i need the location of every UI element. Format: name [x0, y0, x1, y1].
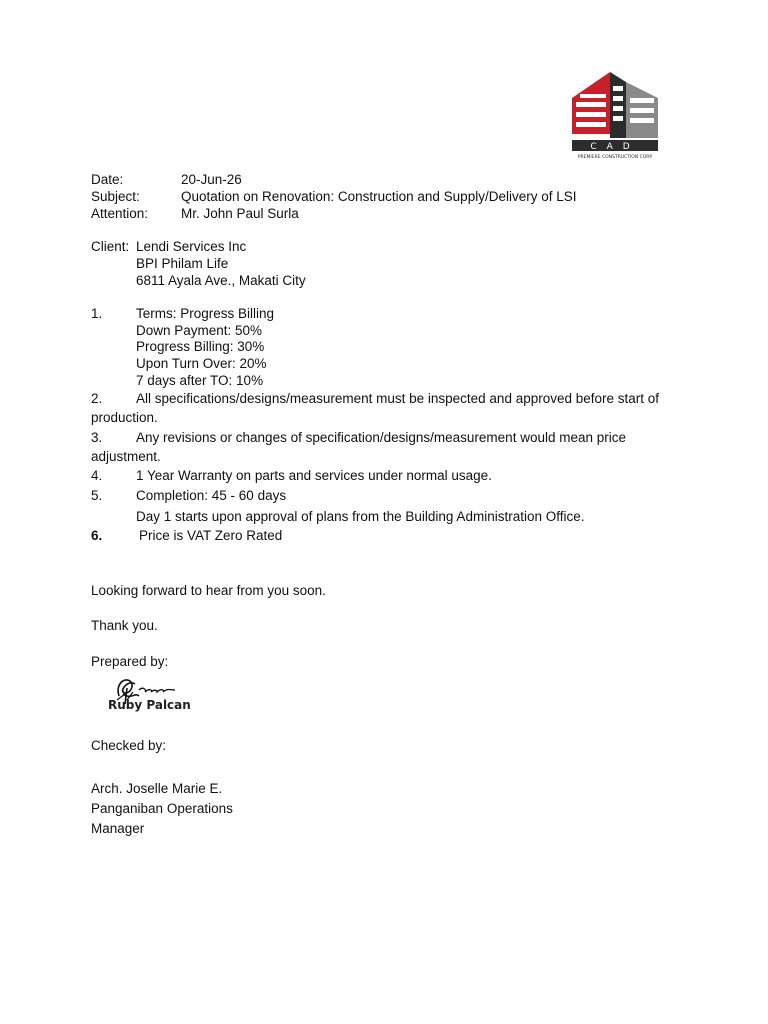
checker-line: Arch. Joselle Marie E. — [91, 781, 223, 796]
client-label: Client: — [91, 239, 130, 254]
term-number: 1. — [91, 306, 103, 321]
attention-label: Attention: — [91, 206, 149, 221]
client-line: 6811 Ayala Ave., Makati City — [136, 273, 306, 288]
term-number: 4. — [91, 468, 103, 483]
billing-item: Progress Billing: 30% — [136, 339, 265, 354]
client-line: BPI Philam Life — [136, 256, 229, 271]
term-text: Terms: Progress Billing — [136, 306, 275, 321]
term-text: Any revisions or changes of specification/designs/measurement would mean price — [136, 430, 627, 445]
term-text: All specifications/designs/measurement must be inspected and approved before start of — [136, 391, 660, 406]
client-line: Lendi Services Inc — [136, 239, 247, 254]
prepared-by-label: Prepared by: — [91, 654, 169, 669]
term-text: 1 Year Warranty on parts and services under normal usage. — [136, 468, 492, 483]
attention-value: Mr. John Paul Surla — [181, 206, 299, 221]
term-text: Completion: 45 - 60 days — [136, 488, 287, 503]
subject-value: Quotation on Renovation: Construction and Supply/Delivery of LSI — [181, 189, 577, 204]
date-label: Date: — [91, 172, 124, 187]
company-logo — [570, 68, 662, 160]
term-text-continued: production. — [91, 410, 158, 425]
logo-letters: CAD — [590, 142, 640, 152]
billing-item: Upon Turn Over: 20% — [136, 356, 267, 371]
thank-you: Thank you. — [91, 618, 158, 633]
billing-item: 7 days after TO: 10% — [136, 373, 264, 388]
term-number: 2. — [91, 391, 103, 406]
term-number: 3. — [91, 430, 103, 445]
term-note: Day 1 starts upon approval of plans from the Building Administration Office. — [136, 509, 585, 524]
preparer-name: Ruby Palcan — [108, 698, 191, 712]
checked-by-label: Checked by: — [91, 738, 167, 753]
term-number: 5. — [91, 488, 103, 503]
subject-label: Subject: — [91, 189, 140, 204]
term-number: 6. — [91, 528, 103, 543]
logo-tagline: PREMIERE CONSTRUCTION CORP — [577, 155, 653, 160]
checker-line: Panganiban Operations — [91, 801, 233, 816]
closing-line: Looking forward to hear from you soon. — [91, 583, 326, 598]
billing-item: Down Payment: 50% — [136, 323, 263, 338]
term-text-continued: adjustment. — [91, 449, 161, 464]
date-value: 20-Jun-26 — [181, 172, 242, 187]
term-text: Price is VAT Zero Rated — [139, 528, 283, 543]
checker-line: Manager — [91, 821, 145, 836]
